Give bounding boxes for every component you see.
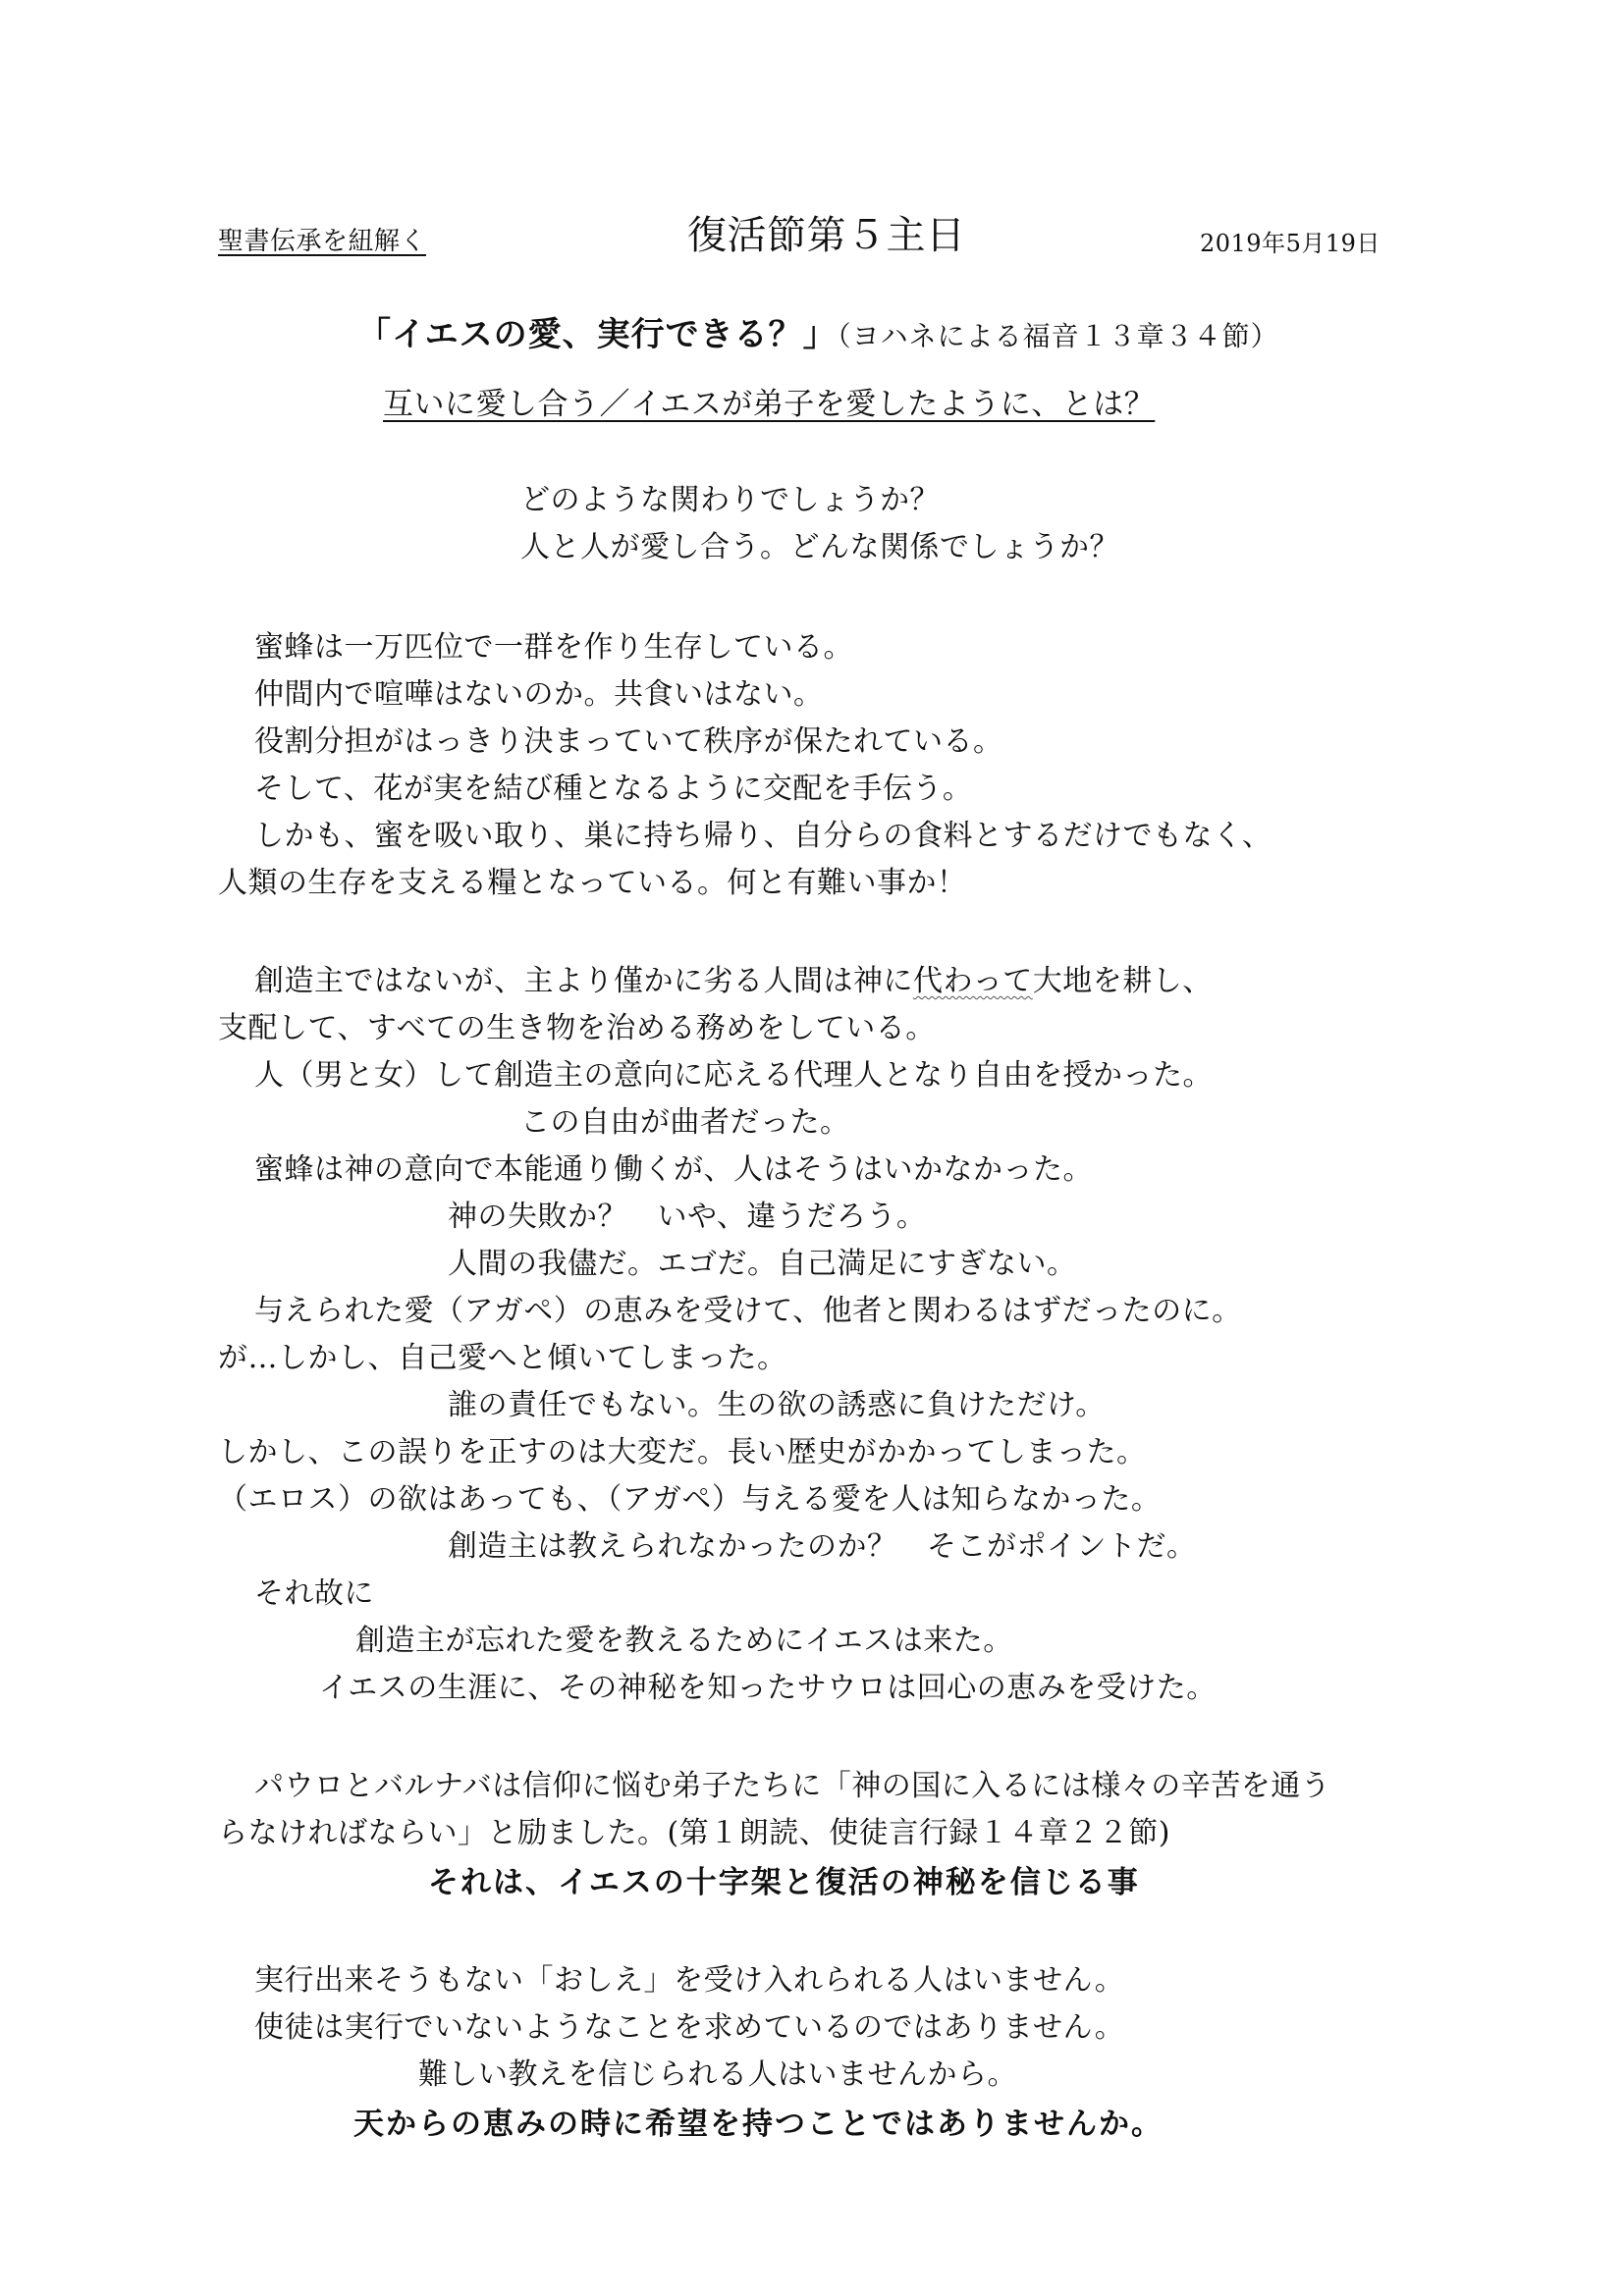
- paragraph-line: 創造主が忘れた愛を教えるためにイエスは来た。: [355, 1624, 1013, 1658]
- intro-line: 人と人が愛し合う。どんな関係でしょうか？: [520, 530, 1119, 564]
- paragraph-line: が…しかし、自己愛へと傾いてしまった。: [218, 1341, 787, 1375]
- paragraph-line: 人類の生存を支える糧となっている。何と有難い事か！: [218, 866, 967, 900]
- subtitle: 互いに愛し合う／イエスが弟子を愛したように、とは？: [383, 387, 1156, 422]
- page-title: 復活節第５主日: [687, 213, 966, 258]
- text-run: 創造主ではないが、主より僅かに劣る人間は神に: [254, 964, 913, 998]
- paragraph-line: しかも、蜜を吸い取り、巣に持ち帰り、自分らの食料とするだけでもなく、: [254, 819, 1272, 853]
- paragraph-line: パウロとバルナバは信仰に悩む弟子たちに「神の国に入るには様々の辛苦を通う: [254, 1769, 1331, 1803]
- paragraph-line: 実行出来そうもない「おしえ」を受け入れられる人はいません。: [254, 1963, 1125, 1998]
- paragraph-line: 支配して、すべての生き物を治める務めをしている。: [218, 1011, 936, 1045]
- paragraph-line: 与えられた愛（アガペ）の恵みを受けて、他者と関わるはずだったのに。: [254, 1294, 1242, 1328]
- paragraph-line: 誰の責任でもない。生の欲の誘惑に負けただけ。: [448, 1388, 1106, 1422]
- emphasis-line: 天からの恵みの時に希望を持つことではありませんか。: [353, 2107, 1164, 2142]
- paragraph-line: 人間の我儘だ。エゴだ。自己満足にすぎない。: [448, 1247, 1077, 1281]
- intro-line: どのような関わりでしょうか？: [520, 483, 940, 517]
- paragraph-line: この自由が曲者だった。: [520, 1105, 850, 1140]
- series-name: 聖書伝承を紐解く: [218, 227, 427, 256]
- paragraph-line: しかし、この誤りを正すのは大変だ。長い歴史がかかってしまった。: [218, 1435, 1147, 1469]
- paragraph-line: イエスの生涯に、その神秘を知ったサウロは回心の恵みを受けた。: [319, 1671, 1217, 1705]
- paragraph-line: 蜜蜂は一万匹位で一群を作り生存している。: [254, 630, 853, 665]
- paragraph-line: 神の失敗か？ いや、違うだろう。: [448, 1200, 927, 1234]
- scripture-reference: （ヨハネによる福音１３章３４節）: [837, 320, 1279, 352]
- paragraph-line: （エロス）の欲はあっても、（アガペ）与える愛を人は知らなかった。: [218, 1482, 1162, 1517]
- underlined-word: 代わって: [913, 964, 1033, 998]
- sermon-title-main: 「イエスの愛、実行できる？」: [357, 315, 838, 354]
- paragraph-line: 使徒は実行でいないようなことを求めているのではありません。: [254, 2010, 1125, 2045]
- paragraph-line: そして、花が実を結び種となるように交配を手伝う。: [254, 772, 973, 806]
- date: 2019年5月19日: [1200, 230, 1380, 257]
- text-run: 大地を耕し、: [1032, 964, 1213, 998]
- emphasis-line: それは、イエスの十字架と復活の神秘を信じる事: [428, 1865, 1140, 1900]
- paragraph-line: 役割分担がはっきり決まっていて秩序が保たれている。: [254, 724, 1003, 759]
- paragraph-line: 蜜蜂は神の意向で本能通り働くが、人はそうはいかなかった。: [254, 1152, 1093, 1187]
- paragraph-line: 人（男と女）して創造主の意向に応える代理人となり自由を授かった。: [254, 1058, 1213, 1093]
- paragraph-line: らなければならい」と励ました。(第１朗読、使徒言行録１４章２２節): [218, 1816, 1170, 1850]
- paragraph-line: 難しい教えを信じられる人はいませんから。: [418, 2057, 1017, 2092]
- sermon-title: [357, 312, 1279, 359]
- paragraph-line: 仲間内で喧嘩はないのか。共食いはない。: [254, 677, 824, 712]
- paragraph-line: [254, 962, 1213, 1001]
- paragraph-line: 創造主は教えられなかったのか？ そこがポイントだ。: [448, 1529, 1197, 1564]
- paragraph-line: それ故に: [254, 1576, 374, 1611]
